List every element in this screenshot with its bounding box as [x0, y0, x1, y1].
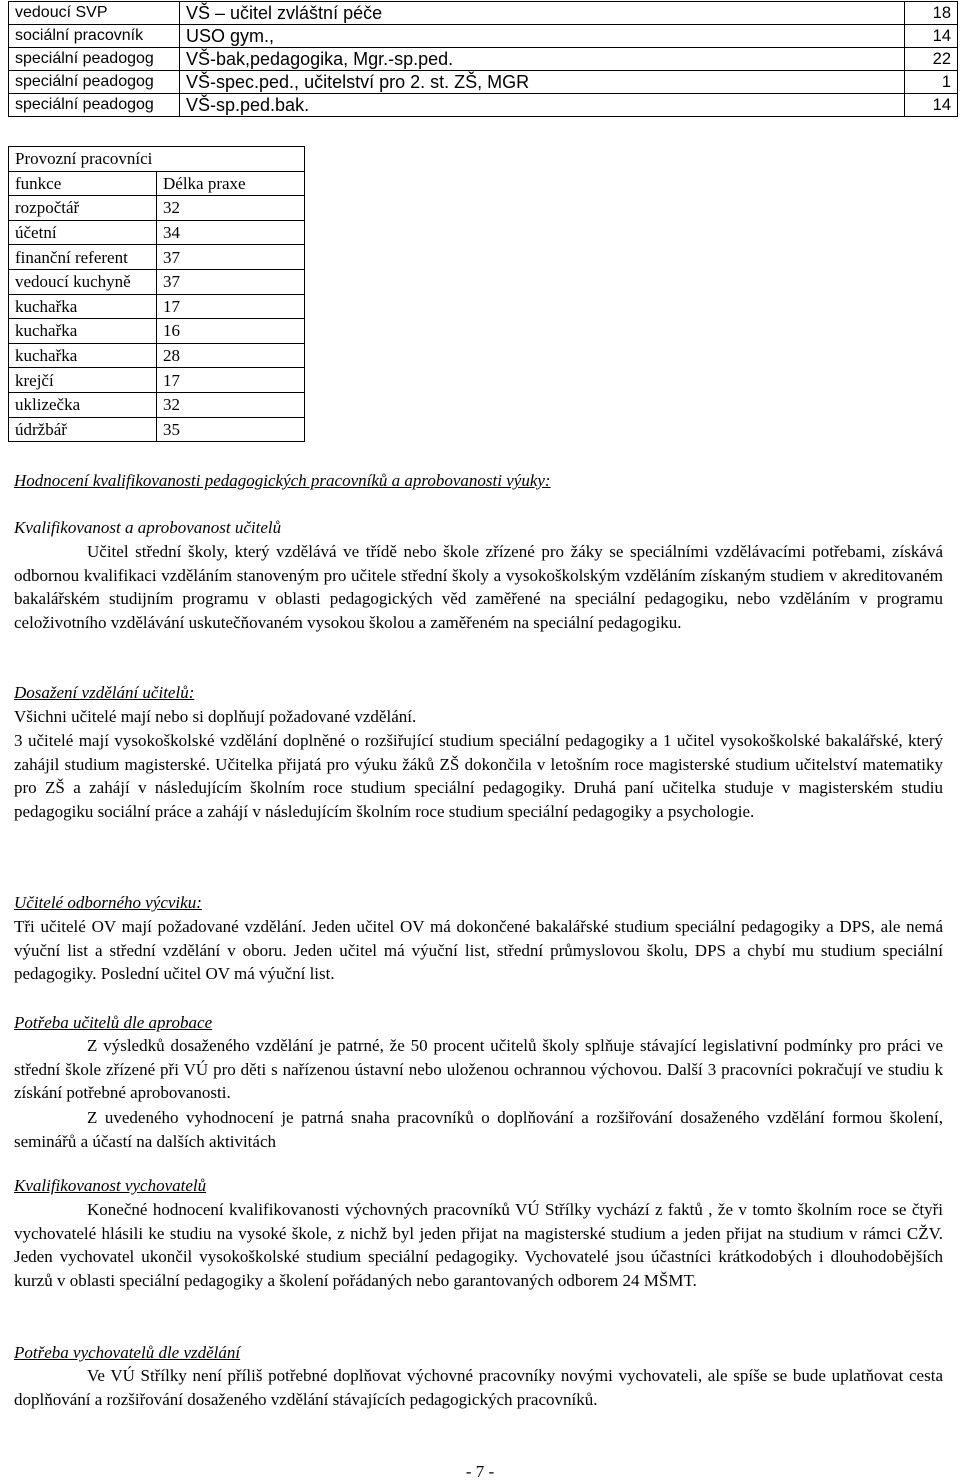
provozni-row: [9, 196, 305, 221]
provozni-years: 35: [157, 417, 305, 442]
provozni-row: [9, 220, 305, 245]
s4-text1: Z výsledků dosaženého vzdělání je patrné, že 50 procent učitelů školy splňuje stávající legislativní podmínky pro práci ve střední škole zřízené při VÚ pro děti s nařízenou ústavní nebo uloženou ochrannou výchovou. Další 3 pracovníci pokračují ve studiu k získání potřebné aprobovanosti.: [14, 1036, 943, 1103]
staff-row: [9, 48, 958, 71]
staff-role: sociální pracovník: [9, 25, 180, 48]
provozni-function: kuchařka: [9, 294, 157, 319]
provozni-row: [9, 269, 305, 294]
s2-heading: Dosažení vzdělání učitelů:: [14, 683, 195, 702]
staff-row: [9, 94, 958, 117]
s3-text: Tři učitelé OV mají požadované vzdělání. Jeden učitel OV má dokončené bakalářské studium speciální pedagogiky a DPS, ale nemá výuční list a střední vzdělání v oboru. Jeden učitel má výuční list, střední průmyslovou školu, DPS a chybí mu studium speciální pedagogiky. Poslední učitel OV má výuční list.: [14, 917, 943, 984]
s1-heading: Kvalifikovanost a aprobovanost učitelů: [14, 518, 282, 537]
provozni-table: [8, 146, 305, 442]
page-number: - 7 -: [465, 1462, 495, 1481]
provozni-title: Provozní pracovníci: [9, 147, 305, 172]
provozni-function: rozpočtář: [9, 196, 157, 221]
staff-table: [8, 1, 958, 117]
provozni-years: 37: [157, 245, 305, 270]
provozni-row: [9, 294, 305, 319]
provozni-row: [9, 245, 305, 270]
provozni-row: [9, 319, 305, 344]
provozni-years: 32: [157, 196, 305, 221]
provozni-years: 37: [157, 269, 305, 294]
s5-text: Konečné hodnocení kvalifikovanosti výchovných pracovníků VÚ Střílky vychází z faktů , že v tomto školním roce se čtyři vychovatelé hlásili ke studiu na vysoké škole, z nichž byl jeden přijat na magisterské studium a jeden přijat na studium v rámci CŽV. Jeden vychovatel ukončil vysokoškolské studium speciální pedagogiky. Vychovatelé jsou účastníci krátkodobých i dlouhodobějších kurzů v oblasti speciální pedagogiky a školení pořádaných nebo garantovaných odborem 24 MŠMT.: [14, 1200, 943, 1290]
staff-education: VŠ-spec.ped., učitelství pro 2. st. ZŠ, MGR: [180, 71, 905, 94]
provozni-row: [9, 417, 305, 442]
provozni-years: 34: [157, 220, 305, 245]
provozni-row: [9, 343, 305, 368]
staff-role: speciální peadogog: [9, 71, 180, 94]
col-function-header: funkce: [9, 171, 157, 196]
col-years-header: Délka praxe: [157, 171, 305, 196]
staff-years: 18: [905, 2, 958, 25]
provozni-function: účetní: [9, 220, 157, 245]
staff-row: [9, 71, 958, 94]
s4-heading: Potřeba učitelů dle aprobace: [14, 1013, 213, 1032]
provozni-function: finanční referent: [9, 245, 157, 270]
s2-text: 3 učitelé mají vysokoškolské vzdělání doplněné o rozšiřující studium speciální pedagogiky a 1 učitel vysokoškolské bakalářské, který zahájil studium magisterské. Učitelka přijatá pro výuku žáků ZŠ dokončila v letošním roce magisterské studium učitelství matematiky pro ZŠ a zahájí v následujícím školním roce studium speciální pedagogiky. Druhá paní učitelka studuje v magisterském studiu pedagogiku sociální práce a zahájí v následujícím školním roce studium speciální pedagogiky a psychologie.: [14, 731, 943, 821]
provozni-function: krejčí: [9, 368, 157, 393]
s3-heading: Učitelé odborného výcviku:: [14, 893, 202, 912]
provozni-function: uklizečka: [9, 392, 157, 417]
s4-text2: Z uvedeného vyhodnocení je patrná snaha pracovníků o doplňování a rozšiřování dosaženého vzdělání formou školení, seminářů a účastí na dalších aktivitách: [14, 1108, 943, 1151]
staff-role: speciální peadogog: [9, 94, 180, 117]
s1-text: Učitel střední školy, který vzdělává ve třídě nebo škole zřízené pro žáky se speciálními vzdělávacími potřebami, získává odbornou kvalifikaci vzděláním stanoveným pro učitele střední školy a vysokoškolským vzděláním získaným studiem v akreditovaném bakalářském studijním programu v oblasti pedagogických věd zaměřené na speciální pedagogiku, nebo vzděláním v programu celoživotního vzdělávání uskutečňovaném vysokou školou a zaměřeném na speciální pedagogiku.: [14, 542, 943, 632]
provozni-years: 16: [157, 319, 305, 344]
s2-line1: Všichni učitelé mají nebo si doplňují požadované vzdělání.: [14, 707, 417, 726]
provozni-years: 32: [157, 392, 305, 417]
staff-education: VŠ – učitel zvláštní péče: [180, 2, 905, 25]
staff-years: 14: [905, 25, 958, 48]
staff-education: USO gym.,: [180, 25, 905, 48]
staff-role: speciální peadogog: [9, 48, 180, 71]
staff-years: 1: [905, 71, 958, 94]
staff-education: VŠ-bak,pedagogika, Mgr.-sp.ped.: [180, 48, 905, 71]
provozni-function: údržbář: [9, 417, 157, 442]
s5-heading: Kvalifikovanost vychovatelů: [14, 1176, 207, 1195]
provozni-function: kuchařka: [9, 319, 157, 344]
staff-role: vedoucí SVP: [9, 2, 180, 25]
staff-years: 22: [905, 48, 958, 71]
staff-years: 14: [905, 94, 958, 117]
provozni-function: vedoucí kuchyně: [9, 269, 157, 294]
provozni-title-row: [9, 147, 305, 172]
provozni-row: [9, 368, 305, 393]
provozni-years: 17: [157, 368, 305, 393]
provozni-row: [9, 392, 305, 417]
s6-text: Ve VÚ Střílky není příliš potřebné doplňovat výchovné pracovníky novými vychovateli, ale spíše se bude uplatňovat cesta doplňování a rozšiřování dosaženého vzdělání stávajících pedagogických pracovníků.: [14, 1366, 943, 1409]
provozni-years: 17: [157, 294, 305, 319]
provozni-function: kuchařka: [9, 343, 157, 368]
staff-education: VŠ-sp.ped.bak.: [180, 94, 905, 117]
main-heading: Hodnocení kvalifikovanosti pedagogických pracovníků a aprobovanosti výuky:: [14, 471, 551, 490]
provozni-years: 28: [157, 343, 305, 368]
provozni-header-row: [9, 171, 305, 196]
staff-row: [9, 2, 958, 25]
staff-row: [9, 25, 958, 48]
s6-heading: Potřeba vychovatelů dle vzdělání: [14, 1343, 241, 1362]
